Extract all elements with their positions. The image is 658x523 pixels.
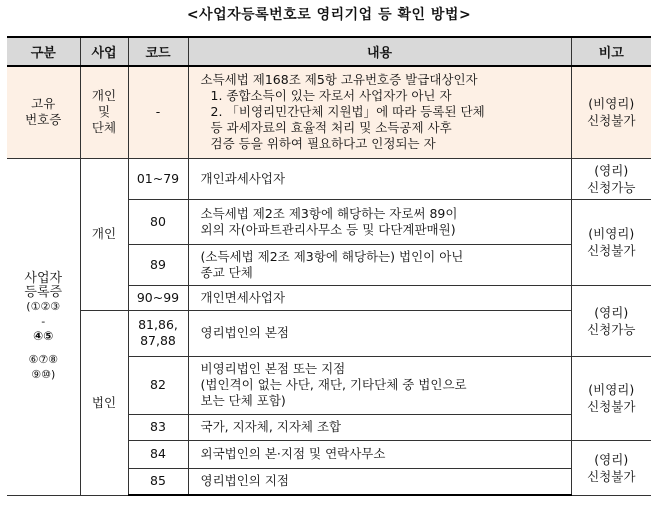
content-cell: 비영리법인 본점 또는 지점 (법인격이 없는 사단, 재단, 기타단체 중 법인으로 보는 단체 포함) [188, 356, 571, 414]
header-code: 코드 [128, 37, 188, 66]
content-cell: 소득세법 제2조 제3항에 해당하는 자로써 89이 외의 자(아파트관리사무소 등 및 다단계판매원) [188, 199, 571, 244]
page-title: <사업자등록번호로 영리기업 등 확인 방법> [186, 7, 472, 23]
content-cell: 영리법인의 본점 [188, 310, 571, 356]
code-cell: 89 [128, 244, 188, 285]
content-cell: 국가, 지자체, 지자체 조합 [188, 414, 571, 440]
business-code-table [7, 36, 651, 496]
note-cell: (비영리) 신청불가 [571, 199, 651, 285]
note-cell: (영리) 신청가능 [571, 285, 651, 356]
table-row [7, 158, 651, 199]
note-cell: (영리) 신청불가 [571, 440, 651, 495]
header-business: 사업 [80, 37, 128, 66]
header-content: 내용 [188, 37, 571, 66]
code-cell: 84 [128, 440, 188, 468]
code-cell: 85 [128, 468, 188, 495]
table-row [7, 66, 651, 158]
content-cell: 영리법인의 지점 [188, 468, 571, 495]
content-cell: 개인면세사업자 [188, 285, 571, 310]
content-cell: (소득세법 제2조 제3항에 해당하는) 법인이 아닌 종교 단체 [188, 244, 571, 285]
code-cell: 81,86, 87,88 [128, 310, 188, 356]
table-row [7, 310, 651, 356]
category-cell: 고유 번호증 [7, 66, 80, 158]
content-cell: 소득세법 제168조 제5항 고유번호증 발급대상인자 1. 종합소득이 있는 자로서 사업자가 아닌 자 2. 「비영리민간단체 지원법」에 따라 등록된 단체 등 과세자료의 효율적 처리 및 소득공제 사후 검증 등을 위하여 필요하다고 인정되는 자 [188, 66, 571, 158]
note-cell: (비영리) 신청불가 [571, 356, 651, 440]
business-cell-personal: 개인 [80, 158, 128, 310]
content-cell: 개인과세사업자 [188, 158, 571, 199]
business-cell: 개인 및 단체 [80, 66, 128, 158]
header-note: 비고 [571, 37, 651, 66]
note-cell: (영리) 신청가능 [571, 158, 651, 199]
content-cell: 외국법인의 본·지점 및 연락사무소 [188, 440, 571, 468]
code-cell: 01~79 [128, 158, 188, 199]
code-cell: 82 [128, 356, 188, 414]
code-cell: - [128, 66, 188, 158]
category-cell: 사업자 등록증 (①②③ - ④⑤ ⑥⑦⑧ ⑨⑩) [7, 158, 80, 495]
code-cell: 80 [128, 199, 188, 244]
note-cell: (비영리) 신청불가 [571, 66, 651, 158]
code-cell: 83 [128, 414, 188, 440]
business-cell-corporate: 법인 [80, 310, 128, 495]
code-cell: 90~99 [128, 285, 188, 310]
header-row [7, 37, 651, 66]
header-category: 구분 [7, 37, 80, 66]
